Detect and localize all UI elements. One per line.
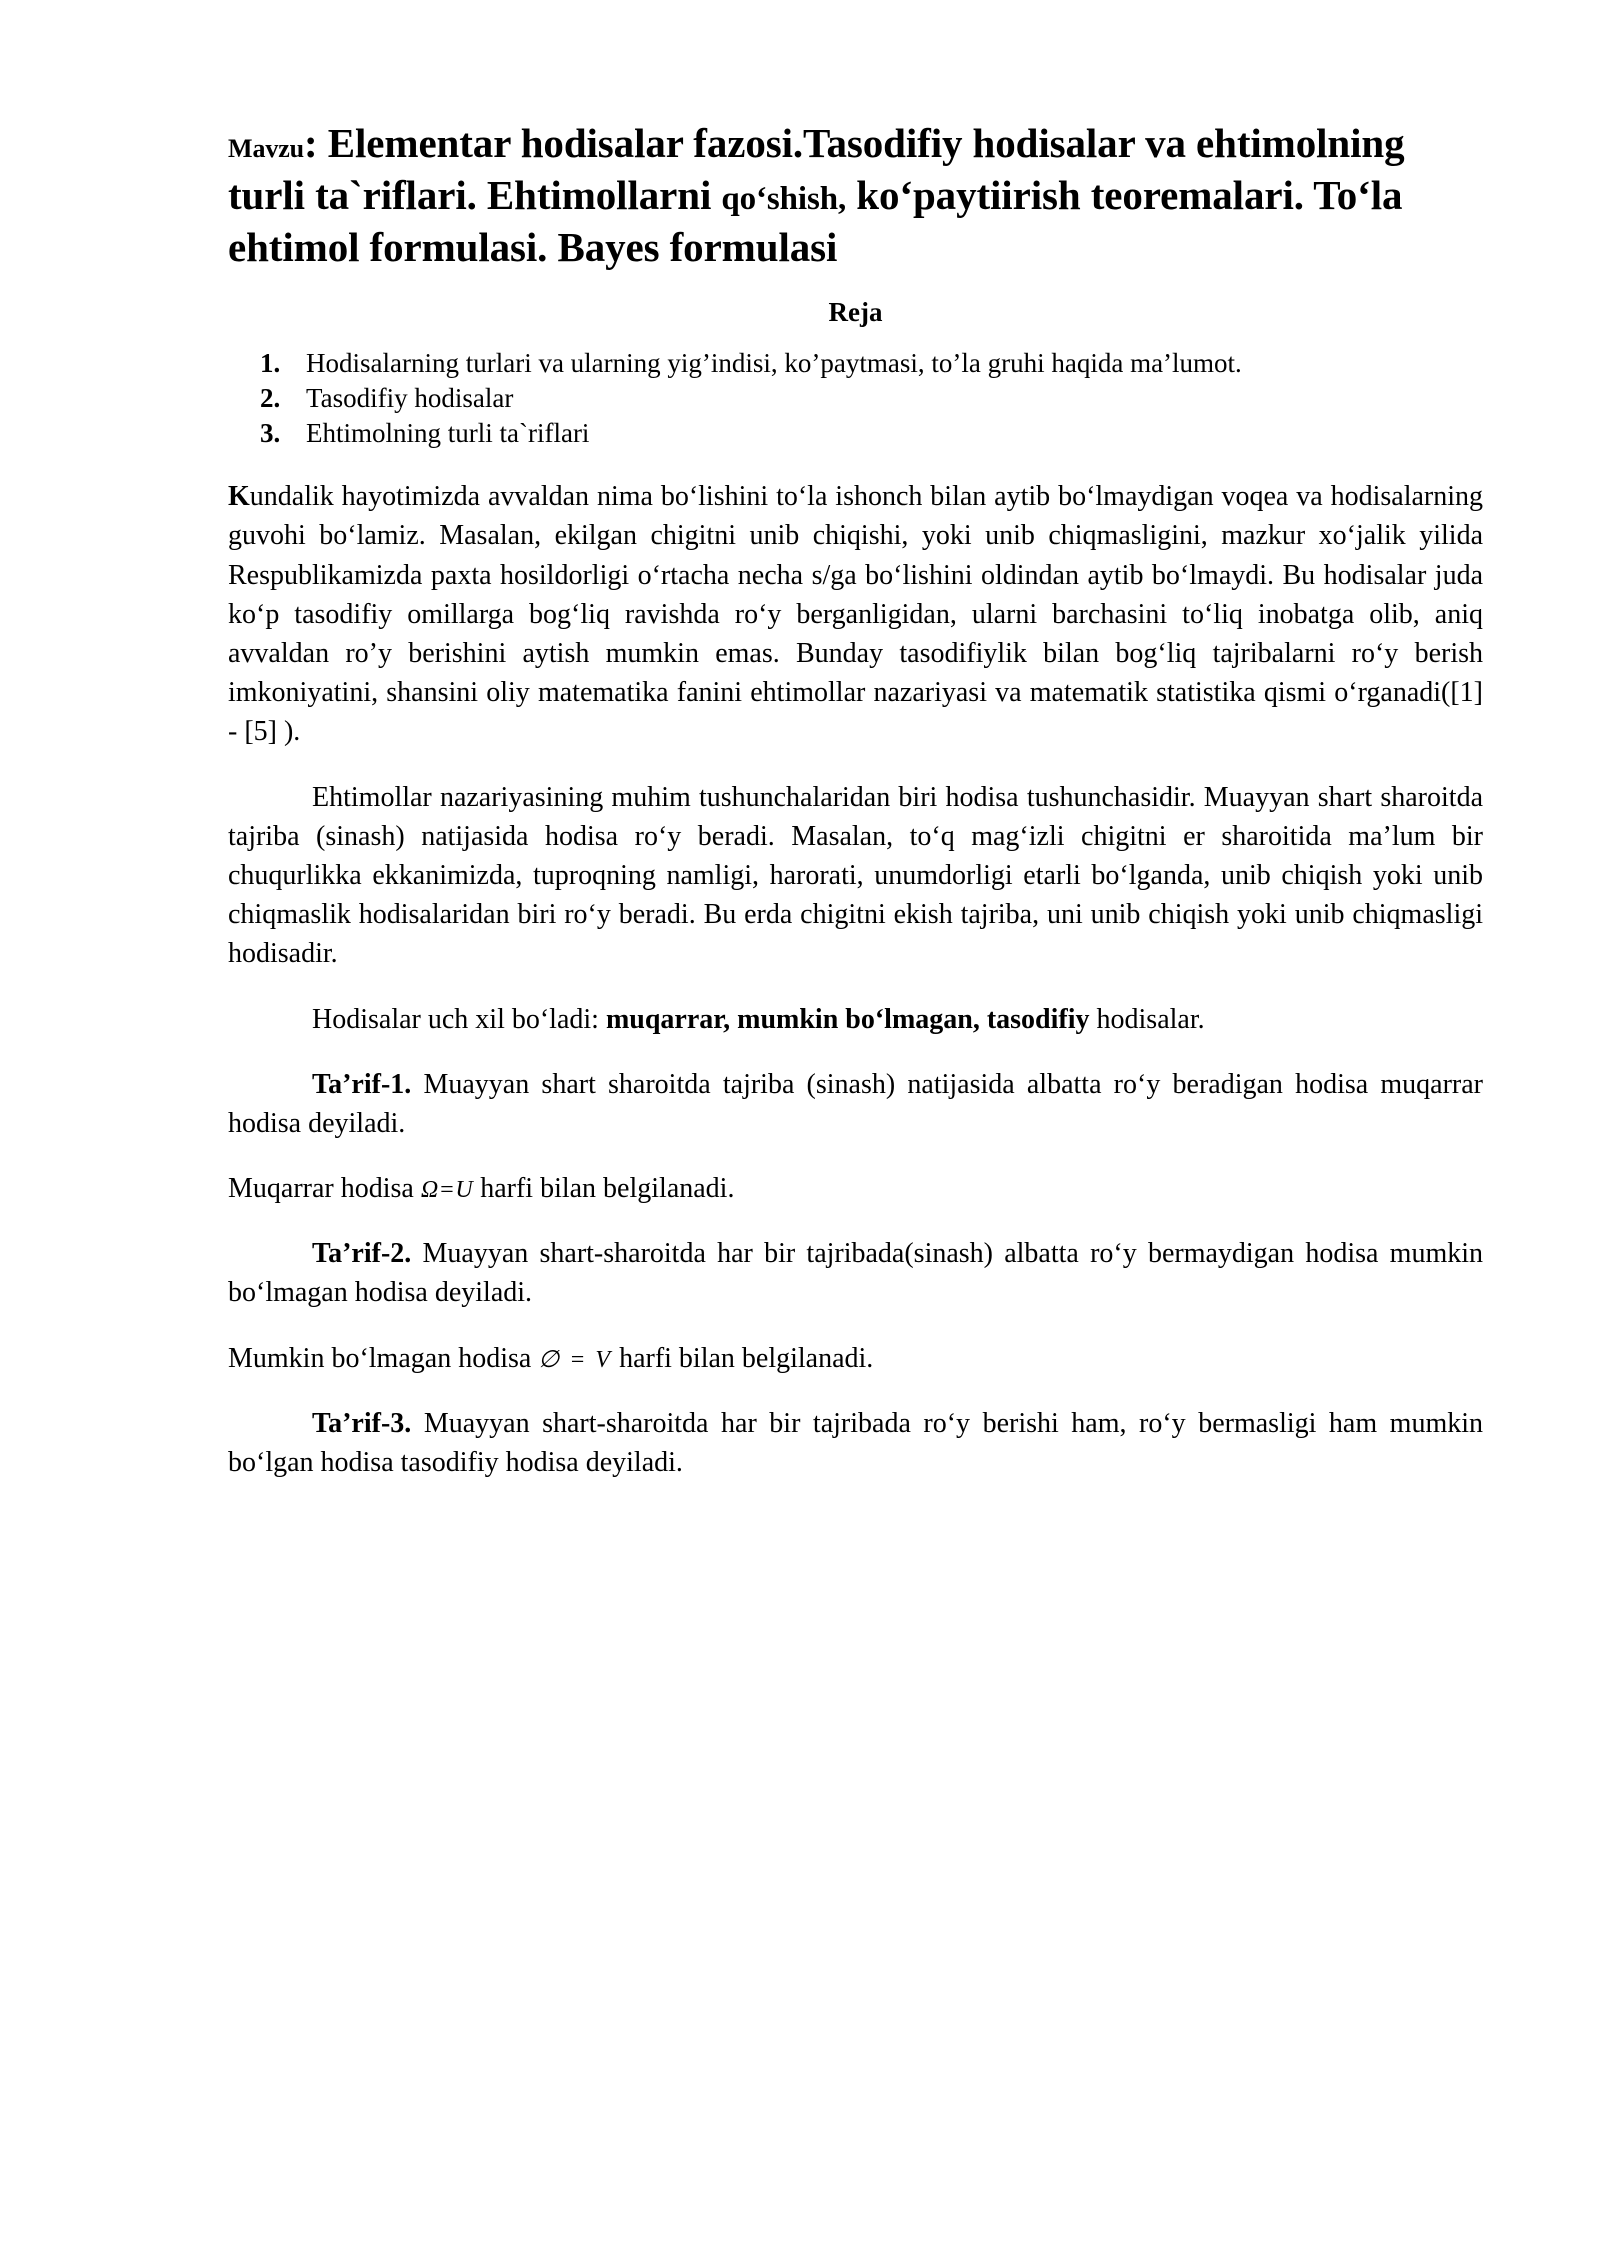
three-kinds-terms: muqarrar, mumkin bo‘lmagan, tasodifiy	[605, 1003, 1090, 1035]
definition-1	[228, 1039, 1483, 1143]
paragraph-three-kinds	[228, 974, 1483, 1039]
notation-1-suffix: harfi bilan belgilanadi.	[473, 1173, 735, 1205]
definition-3	[228, 1378, 1483, 1482]
notation-2-prefix: Mumkin bo‘lmagan hodisa	[228, 1342, 539, 1374]
intro-lead-char: K	[228, 481, 250, 513]
definition-1-label: Ta’rif-1.	[312, 1068, 412, 1100]
list-item	[228, 416, 1483, 451]
definition-2-text: Muayyan shart-sharoitda har bir tajribada(sinash) albatta ro‘y bermaydigan hodisa mumkin bo‘lmagan hodisa deyiladi.	[228, 1238, 1483, 1309]
paragraph-intro	[228, 451, 1483, 751]
notation-2-suffix: harfi bilan belgilanadi.	[612, 1342, 874, 1374]
notation-mumkin-bolmagan	[228, 1313, 1483, 1378]
definition-3-label: Ta’rif-3.	[312, 1407, 412, 1439]
title-small-segment: qo‘shish,	[721, 180, 847, 217]
list-item-number: 1.	[260, 347, 281, 378]
definition-2	[228, 1208, 1483, 1312]
title-main-segment-1: Elementar hodisalar fazosi.Tasodifiy hodisalar va ehtimolning turli ta`riflari. Ehtimollarni	[228, 120, 1405, 218]
title-label-mavzu: Mavzu	[228, 134, 305, 163]
definition-2-label: Ta’rif-2.	[312, 1238, 412, 1270]
page-title	[228, 0, 1483, 274]
definition-3-text: Muayyan shart-sharoitda har bir tajribada ro‘y berishi ham, ro‘y bermasligi ham mumkin bo‘lgan hodisa tasodifiy hodisa deyiladi.	[228, 1407, 1483, 1478]
list-item	[228, 346, 1483, 381]
notation-muqarrar	[228, 1143, 1483, 1208]
title-colon: :	[304, 120, 328, 166]
list-item-label: Ehtimolning turli ta`riflari	[306, 418, 590, 449]
notation-1-symbol: Ω=U	[420, 1177, 474, 1204]
intro-body-text: undalik hayotimizda avvaldan nima bo‘lishini to‘la ishonch bilan aytib bo‘lmaydigan voqea va hodisalarning guvohi bo‘lamiz. Masalan, ekilgan chigitni unib chiqishi, yoki unib chiqmasligini, mazkur xo‘jalik yilida Respublikamizda paxta hosildorligi o‘rtacha necha s/ga bo‘lishini oldindan aytib bo‘lmaydi. Bu hodisalar juda ko‘p tasodifiy omillarga bog‘liq ravishda ro‘y berganligidan, ularni barchasini to‘liq inobatga olib, aniq avvaldan ro’y berishini aytish mumkin emas. Bunday tasodifiylik bilan bog‘liq tajribalarni ro‘y berish imkoniyatini, shansini oliy matematika fanini ehtimollar nazariyasi va matematik statistika qismi o‘rganadi([1] - [5] ).	[228, 481, 1483, 748]
outline-heading: Reja	[828, 296, 883, 327]
three-kinds-prefix: Hodisalar uch xil bo‘ladi:	[312, 1003, 606, 1035]
paragraph-concept: Ehtimollar nazariyasining muhim tushunchalaridan biri hodisa tushunchasidir. Muayyan shart sharoitda tajriba (sinash) natijasida hodisa ro‘y beradi. Masalan, to‘q mag‘izli chigitni er sharoitida ma’lum bir chuqurlikka ekkanimizda, tuproqning namligi, harorati, unumdorligi etarli bo‘lganda, unib chiqish yoki unib chiqmaslik hodisalaridan biri ro‘y beradi. Bu erda chigitni ekish tajriba, uni unib chiqish yoki unib chiqmasligi hodisadir.	[228, 781, 1483, 970]
outline-list	[228, 328, 1483, 451]
list-item	[228, 381, 1483, 416]
list-item-number: 3.	[260, 418, 281, 449]
notation-1-prefix: Muqarrar hodisa	[228, 1173, 421, 1205]
list-item-number: 2.	[260, 383, 281, 414]
notation-2-symbol: ∅ = V	[538, 1346, 613, 1373]
page-content	[228, 0, 1483, 1482]
definition-1-text: Muayyan shart sharoitda tajriba (sinash) natijasida albatta ro‘y beradigan hodisa muqarrar hodisa deyiladi.	[228, 1068, 1483, 1139]
title-main-segment-3: ko‘paytiirish teoremalari. To‘la ehtimol formulasi. Bayes formulasi	[228, 171, 1403, 270]
three-kinds-suffix: hodisalar.	[1089, 1003, 1205, 1035]
list-item-label: Tasodifiy hodisalar	[306, 383, 514, 414]
list-item-label: Hodisalarning turlari va ularning yig’indisi, ko’paytmasi, to’la gruhi haqida ma’lumot.	[306, 347, 1242, 378]
